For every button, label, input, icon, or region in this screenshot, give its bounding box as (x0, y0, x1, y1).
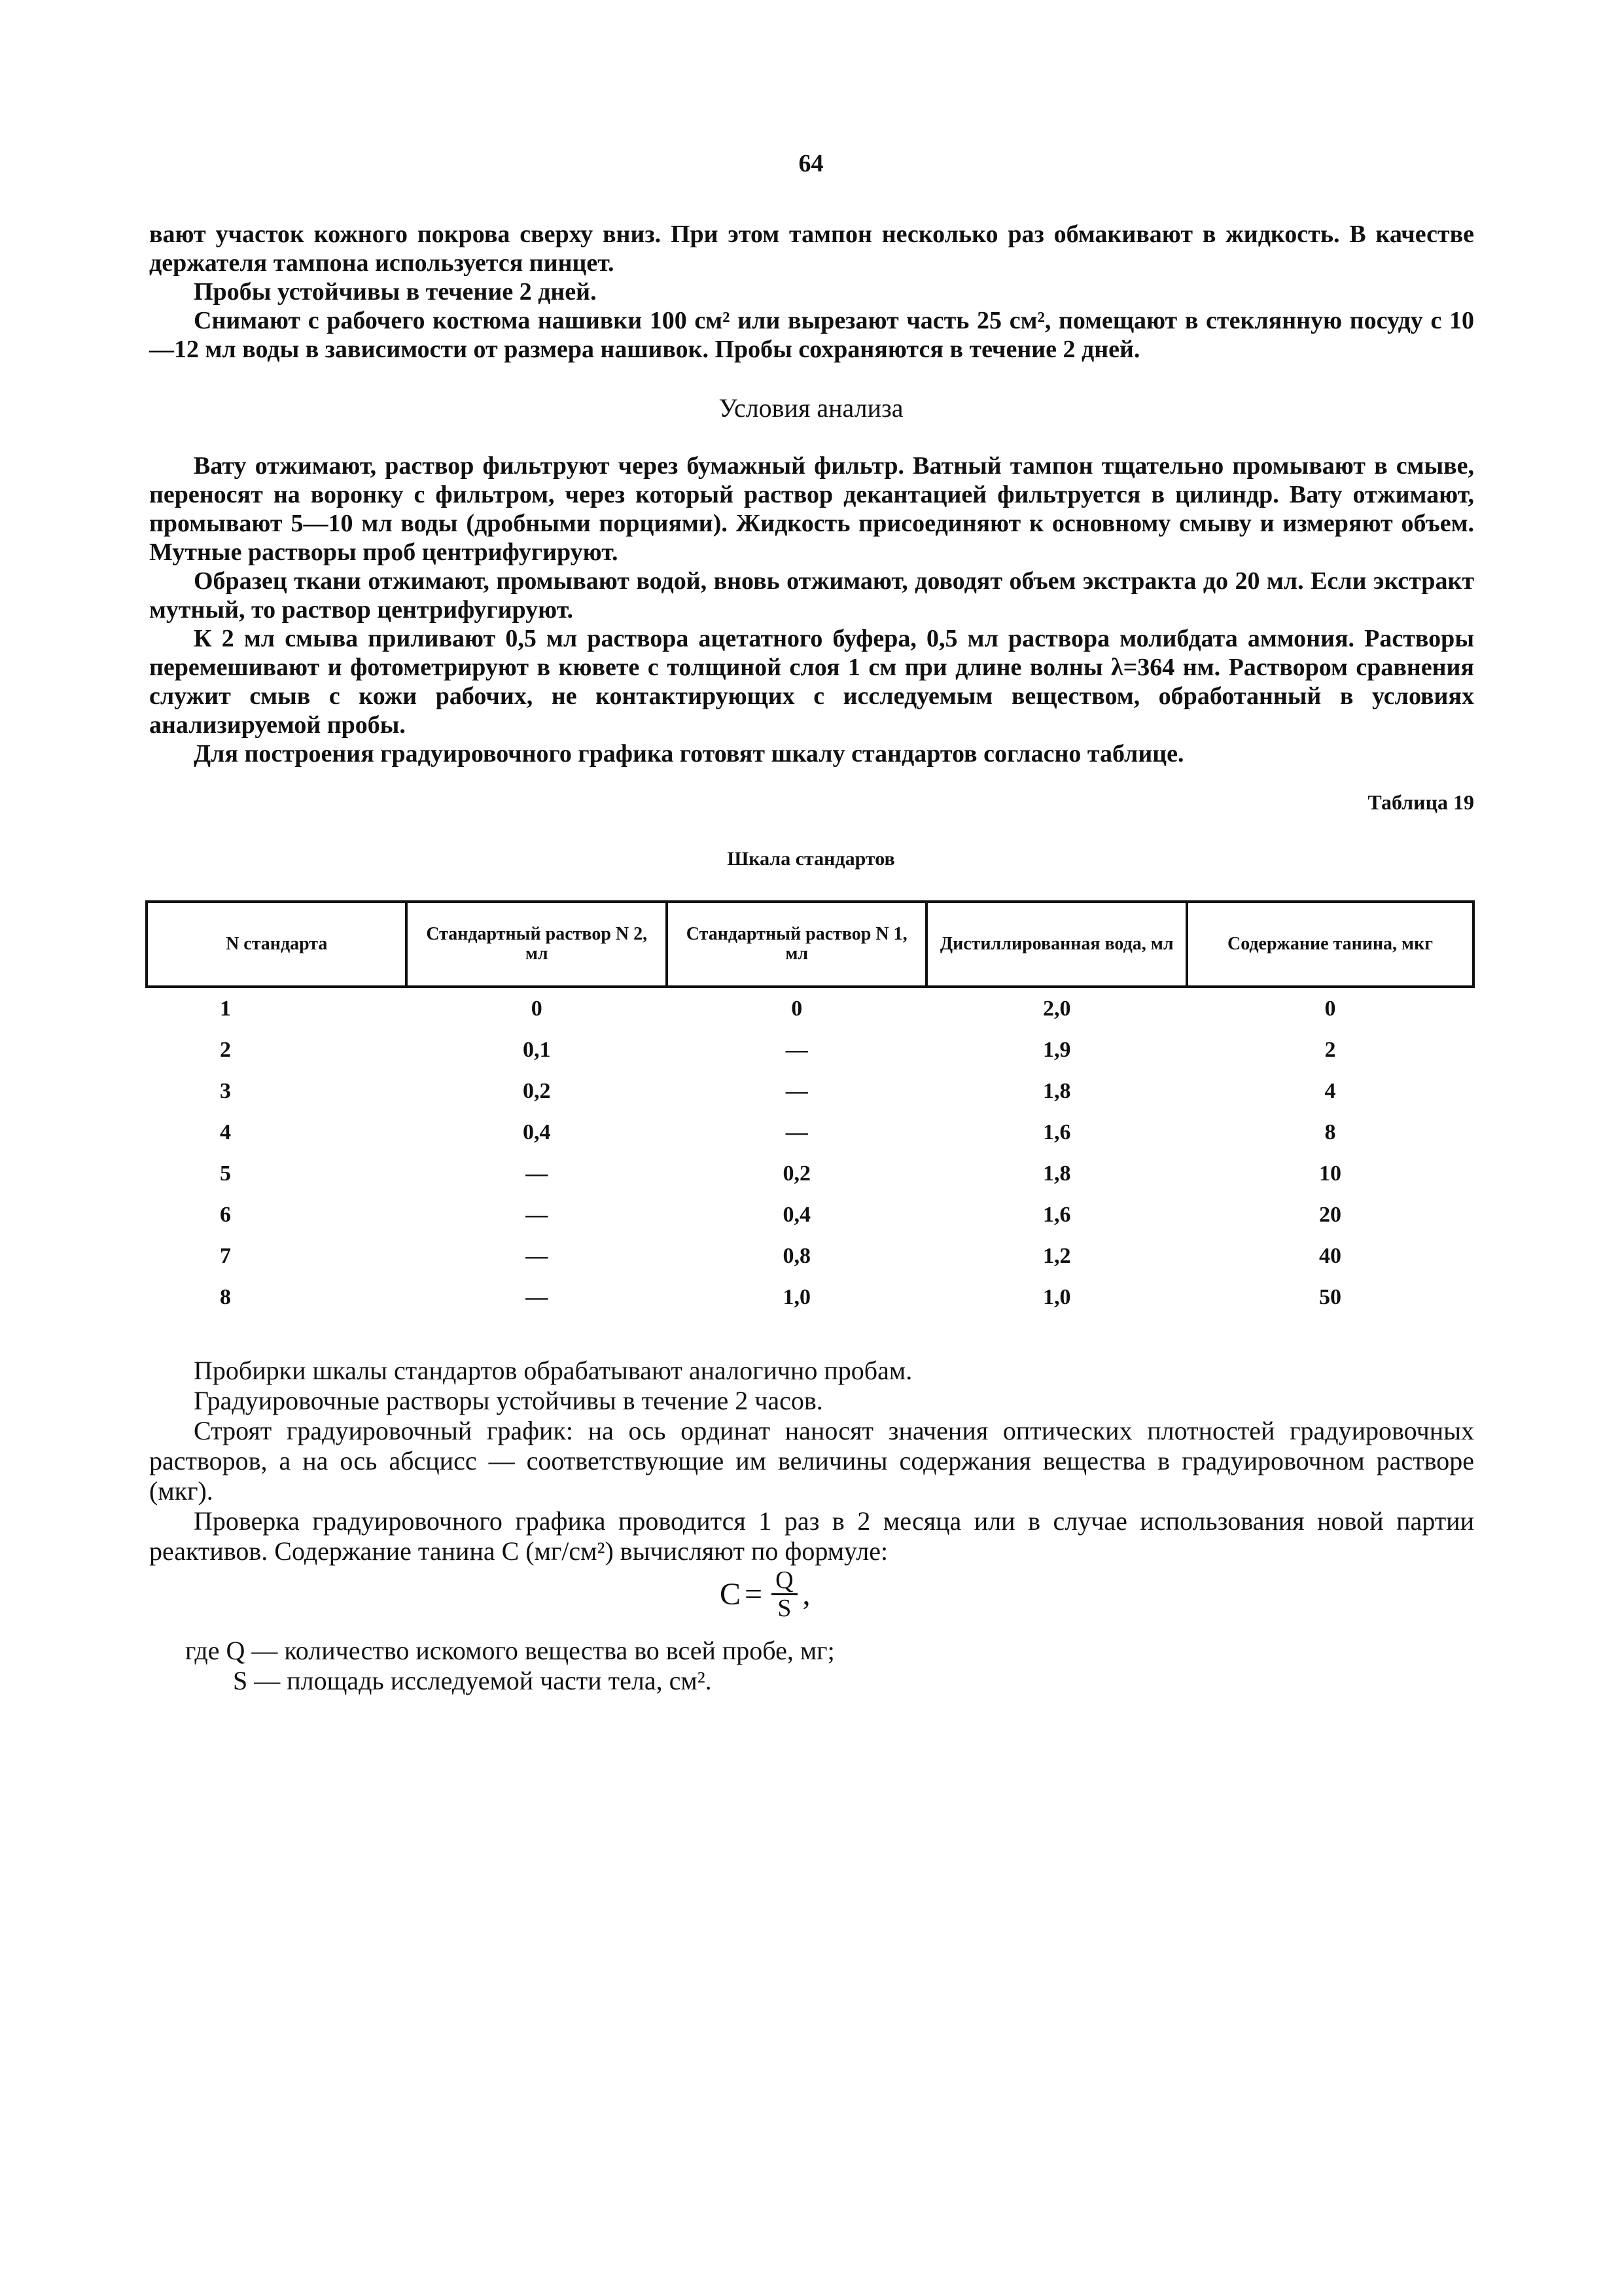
paragraph: где Q — количество искомого вещества во всей пробе, мг; (185, 1636, 835, 1665)
table-row (147, 1070, 1473, 1112)
where-block (149, 1636, 1474, 1696)
table-cell: 1,2 (1042, 1243, 1071, 1268)
paragraph: Градуировочные растворы устойчивы в течение 2 часов. (194, 1386, 823, 1415)
intro-block (149, 220, 1474, 364)
table-cell: 6 (220, 1202, 231, 1227)
table-cell: 1,0 (1042, 1284, 1071, 1309)
paragraph: Для построения градуировочного графика готовят шкалу стандартов согласно таблице. (194, 740, 1184, 768)
table-row (147, 1029, 1473, 1070)
paragraph: К 2 мл смыва приливают 0,5 мл раствора ацетатного буфера, 0,5 мл раствора молибдата аммония. Растворы перемешивают и фотометрируют в кювете с толщиной слоя 1 см при длине волны λ=364 нм. Раствором сравнения служит смыв с кожи рабочих, не контактирующих с исследуемым веществом, обработанный в условиях анализируемой пробы. (149, 625, 1474, 739)
formula-numerator: Q (771, 1567, 797, 1595)
analysis-block (149, 451, 1474, 768)
paragraph: Вату отжимают, раствор фильтруют через бумажный фильтр. Ватный тампон тщательно промывают в смыве, переносят на воронку с фильтром, через который раствор декантацией фильтруется в цилиндр. Вату отжимают, промывают 5—10 мл воды (дробными порциями). Жидкость присоединяют к основному смыву и измеряют объем. Мутные растворы проб центрифугируют. (149, 452, 1474, 566)
table-cell: 10 (1318, 1161, 1341, 1186)
standards-table (145, 900, 1475, 1318)
table-row (147, 1235, 1473, 1277)
paragraph: Проверка градуировочного графика проводится 1 раз в 2 месяца или в случае использования новой партии реактивов. Содержание танина С (мг/см²) вычисляют по формуле: (149, 1506, 1474, 1566)
column-header: Стандартный раствор N 1, мл (667, 902, 926, 987)
table-cell: — (525, 1243, 548, 1268)
formula-tail: , (802, 1577, 811, 1612)
table-cell: 1,6 (1042, 1202, 1071, 1227)
table-cell: 1,0 (783, 1284, 811, 1309)
table-row (147, 1153, 1473, 1194)
paragraph: Пробирки шкалы стандартов обрабатывают аналогично пробам. (194, 1356, 913, 1385)
table-cell: 0 (531, 996, 542, 1021)
table-cell: 5 (220, 1161, 231, 1186)
table-cell: 0 (1324, 996, 1336, 1021)
table-cell: 3 (220, 1078, 231, 1103)
formula (720, 1567, 811, 1621)
paragraph: Пробы устойчивы в течение 2 дней. (194, 278, 597, 306)
table-cell: 2 (220, 1037, 231, 1062)
table-cell: 40 (1318, 1243, 1341, 1268)
paragraph: S — площадь исследуемой части тела, см². (233, 1666, 712, 1695)
table-cell: 0 (791, 996, 803, 1021)
table-cell: — (785, 1078, 808, 1103)
table-cell: 8 (1324, 1120, 1336, 1144)
table-cell: — (785, 1120, 808, 1144)
table-cell: — (785, 1037, 808, 1062)
column-header: N стандарта (147, 902, 406, 987)
table-row (147, 1112, 1473, 1153)
page-number: 64 (798, 150, 824, 177)
table-cell: 8 (220, 1284, 231, 1309)
table-cell: — (525, 1161, 548, 1186)
paragraph: вают участок кожного покрова сверху вниз. При этом тампон несколько раз обмакивают в жидкость. В качестве держателя тампона используется пинцет. (149, 221, 1474, 277)
table-row (147, 1277, 1473, 1318)
table-cell: 1,6 (1042, 1120, 1071, 1144)
table-header-row (147, 902, 1473, 987)
table-cell: 4 (1324, 1078, 1336, 1103)
table-title: Шкала стандартов (727, 848, 895, 870)
table-cell: 20 (1318, 1202, 1341, 1227)
table-cell: 0,4 (783, 1202, 811, 1227)
table-cell: 1,9 (1042, 1037, 1071, 1062)
after-block (149, 1356, 1474, 1566)
table-cell: 0,2 (522, 1078, 551, 1103)
column-header: Стандартный раствор N 2, мл (406, 902, 666, 987)
formula-fraction (771, 1567, 797, 1621)
column-header: Содержание танина, мкг (1187, 902, 1473, 987)
table-cell: — (525, 1284, 548, 1309)
table-cell: 0,2 (783, 1161, 811, 1186)
table-row (147, 987, 1473, 1029)
table-label: Таблица 19 (1367, 790, 1474, 814)
table-cell: 2,0 (1042, 996, 1071, 1021)
table-cell: 0,4 (522, 1120, 551, 1144)
formula-equals: = (745, 1577, 763, 1612)
table-cell: 0,1 (522, 1037, 551, 1062)
paragraph: Образец ткани отжимают, промывают водой, вновь отжимают, доводят объем экстракта до 20 мл. Если экстракт мутный, то раствор центрифугируют. (149, 567, 1474, 624)
table-cell: 1 (220, 996, 231, 1021)
formula-lhs: С (720, 1577, 741, 1612)
table-cell: 1,8 (1042, 1161, 1071, 1186)
table-cell: 50 (1318, 1284, 1341, 1309)
section-title: Условия анализа (718, 393, 904, 423)
table-cell: — (525, 1202, 548, 1227)
paragraph: Строят градуировочный график: на ось ординат наносят значения оптических плотностей градуировочных растворов, а на ось абсцисс — соответствующие им величины содержания вещества в градуировочном растворе (мкг). (149, 1416, 1474, 1506)
table-cell: 4 (220, 1120, 231, 1144)
table-cell: 0,8 (783, 1243, 811, 1268)
column-header: Дистиллированная вода, мл (926, 902, 1186, 987)
table-cell: 2 (1324, 1037, 1336, 1062)
paragraph: Снимают с рабочего костюма нашивки 100 см² или вырезают часть 25 см², помещают в стеклянную посуду с 10—12 мл воды в зависимости от размера нашивок. Пробы сохраняются в течение 2 дней. (149, 307, 1474, 363)
table-row (147, 1194, 1473, 1235)
table-cell: 7 (220, 1243, 231, 1268)
table-cell: 1,8 (1042, 1078, 1071, 1103)
formula-denominator: S (777, 1595, 792, 1622)
